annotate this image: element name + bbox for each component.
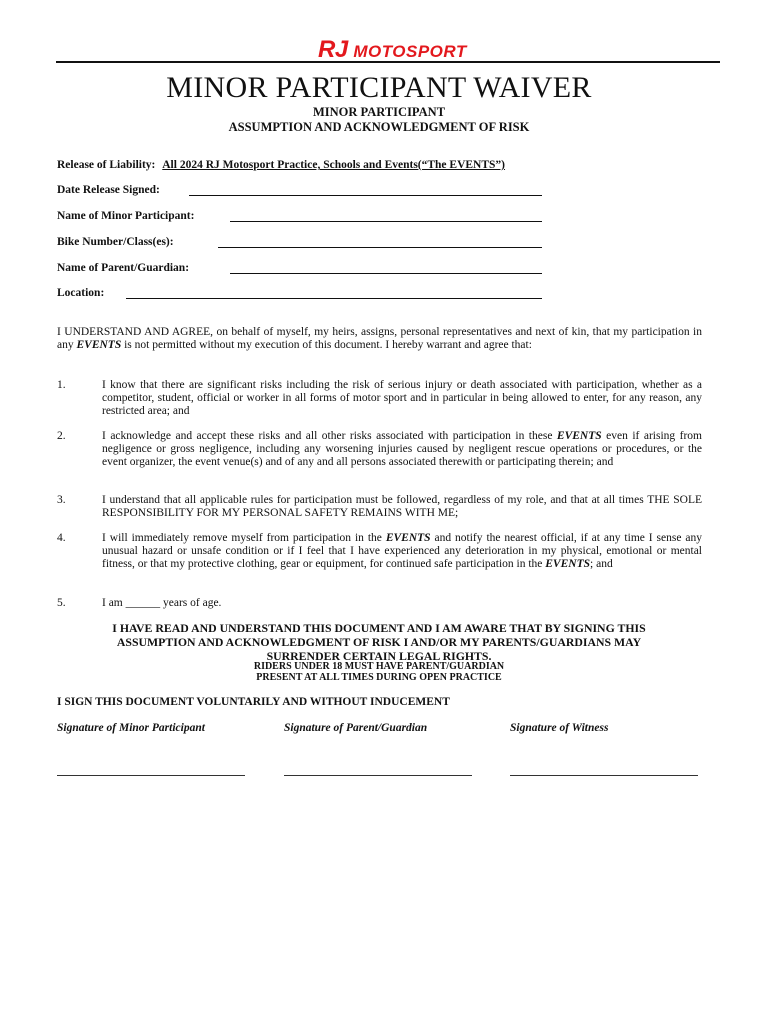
item-text: [102, 532, 702, 571]
item-text: I know that there are significant risks including the risk of serious injury or death associated with participation, whether as a competitor, student, official or worker in all forms of motor sport and in particular in being allowed to enter, for any reason, any restricted area; and: [102, 379, 702, 417]
item-number: 4.: [57, 532, 66, 544]
signature-minor-label: Signature of Minor Participant: [57, 722, 205, 734]
notice-line-3: SURRENDER CERTAIN LEGAL RIGHTS.: [266, 649, 492, 663]
item-events: EVENTS: [385, 532, 431, 544]
item-events-2: EVENTS: [545, 558, 591, 570]
logo-motosport-text: MOTOSPORT: [353, 42, 467, 61]
bike-number-label: Bike Number/Class(es):: [57, 236, 174, 248]
release-of-liability-row: [57, 159, 505, 171]
item-number: 3.: [57, 494, 66, 506]
parent-name-row: [57, 262, 189, 274]
item-text-a: I will immediately remove myself from participation in the: [102, 532, 386, 544]
date-release-signed-row: [57, 184, 160, 196]
bike-number-field[interactable]: [218, 236, 542, 248]
item-text-b: and notify the nearest official, if at any time I sense any unusual hazard or unsafe condition or if I feel that I have experienced any deterioration in my physical, emotional or mental fitness, or that my protective clothing, gear or equipment, for continued safe participation in the: [102, 532, 702, 570]
signature-witness-label: Signature of Witness: [510, 722, 609, 734]
sign-statement: I SIGN THIS DOCUMENT VOLUNTARILY AND WITHOUT INDUCEMENT: [57, 696, 450, 708]
parent-name-label: Name of Parent/Guardian:: [57, 262, 190, 274]
release-label: Release of Liability:: [57, 159, 156, 171]
date-release-field[interactable]: [189, 184, 542, 196]
item-text-a: I acknowledge and accept these risks and all other risks associated with participation in these: [102, 430, 557, 442]
intro-text-1: I UNDERSTAND AND AGREE, on behalf of myself, my heirs, assigns, personal representatives and next of kin, that my participation in any: [57, 326, 702, 351]
signature-minor-field[interactable]: [57, 775, 245, 776]
item-text: [102, 430, 702, 469]
release-value: All 2024 RJ Motosport Practice, Schools and Events(“The EVENTS”): [162, 159, 506, 171]
location-row: [57, 287, 104, 299]
bike-number-row: [57, 236, 174, 248]
notice-line-2: ASSUMPTION AND ACKNOWLEDGMENT OF RISK I AND/OR MY PARENTS/GUARDIANS MAY: [116, 635, 642, 649]
location-label: Location:: [57, 287, 105, 299]
date-release-label: Date Release Signed:: [57, 184, 160, 196]
intro-paragraph: [57, 326, 702, 352]
page-title: MINOR PARTICIPANT WAIVER: [166, 71, 592, 104]
minor-name-row: [57, 210, 194, 222]
location-field[interactable]: [126, 287, 542, 299]
subtitle-minor-participant: MINOR PARTICIPANT: [312, 105, 446, 119]
item-number: 1.: [57, 379, 66, 391]
header-rule: [56, 61, 720, 63]
riders-notice-1: RIDERS UNDER 18 MUST HAVE PARENT/GUARDIAN: [253, 661, 505, 672]
item-text: I am ______ years of age.: [102, 597, 222, 609]
minor-name-label: Name of Minor Participant:: [57, 210, 195, 222]
minor-name-field[interactable]: [230, 210, 542, 222]
signature-parent-label: Signature of Parent/Guardian: [284, 722, 428, 734]
intro-text-2: is not permitted without my execution of this document. I hereby warrant and agree that:: [121, 339, 532, 351]
logo-rj-text: RJ: [318, 36, 348, 63]
signature-parent-field[interactable]: [284, 775, 472, 776]
riders-notice-2: PRESENT AT ALL TIMES DURING OPEN PRACTICE: [256, 672, 502, 683]
item-number: 5.: [57, 597, 66, 609]
parent-name-field[interactable]: [230, 262, 542, 274]
subtitle-assumption-risk: ASSUMPTION AND ACKNOWLEDGMENT OF RISK: [228, 120, 530, 134]
item-text: I understand that all applicable rules for participation must be followed, regardless of my role, and that at all times THE SOLE RESPONSIBILITY FOR MY PERSONAL SAFETY REMAINS WITH ME;: [102, 494, 702, 519]
rj-motosport-logo: [318, 36, 467, 64]
intro-events: EVENTS: [76, 339, 122, 351]
item-number: 2.: [57, 430, 66, 442]
item-text-c: ; and: [590, 558, 613, 570]
notice-line-1: I HAVE READ AND UNDERSTAND THIS DOCUMENT AND I AM AWARE THAT BY SIGNING THIS: [112, 621, 646, 635]
signature-witness-field[interactable]: [510, 775, 698, 776]
item-events: EVENTS: [556, 430, 602, 442]
item-text-b: even if arising from negligence or gross negligence, including any worsening injuries caused by negligent rescue operations or procedures, or the event organizer, the event venue(s) and of any and all persons associated therewith or participating therein; and: [102, 430, 702, 468]
